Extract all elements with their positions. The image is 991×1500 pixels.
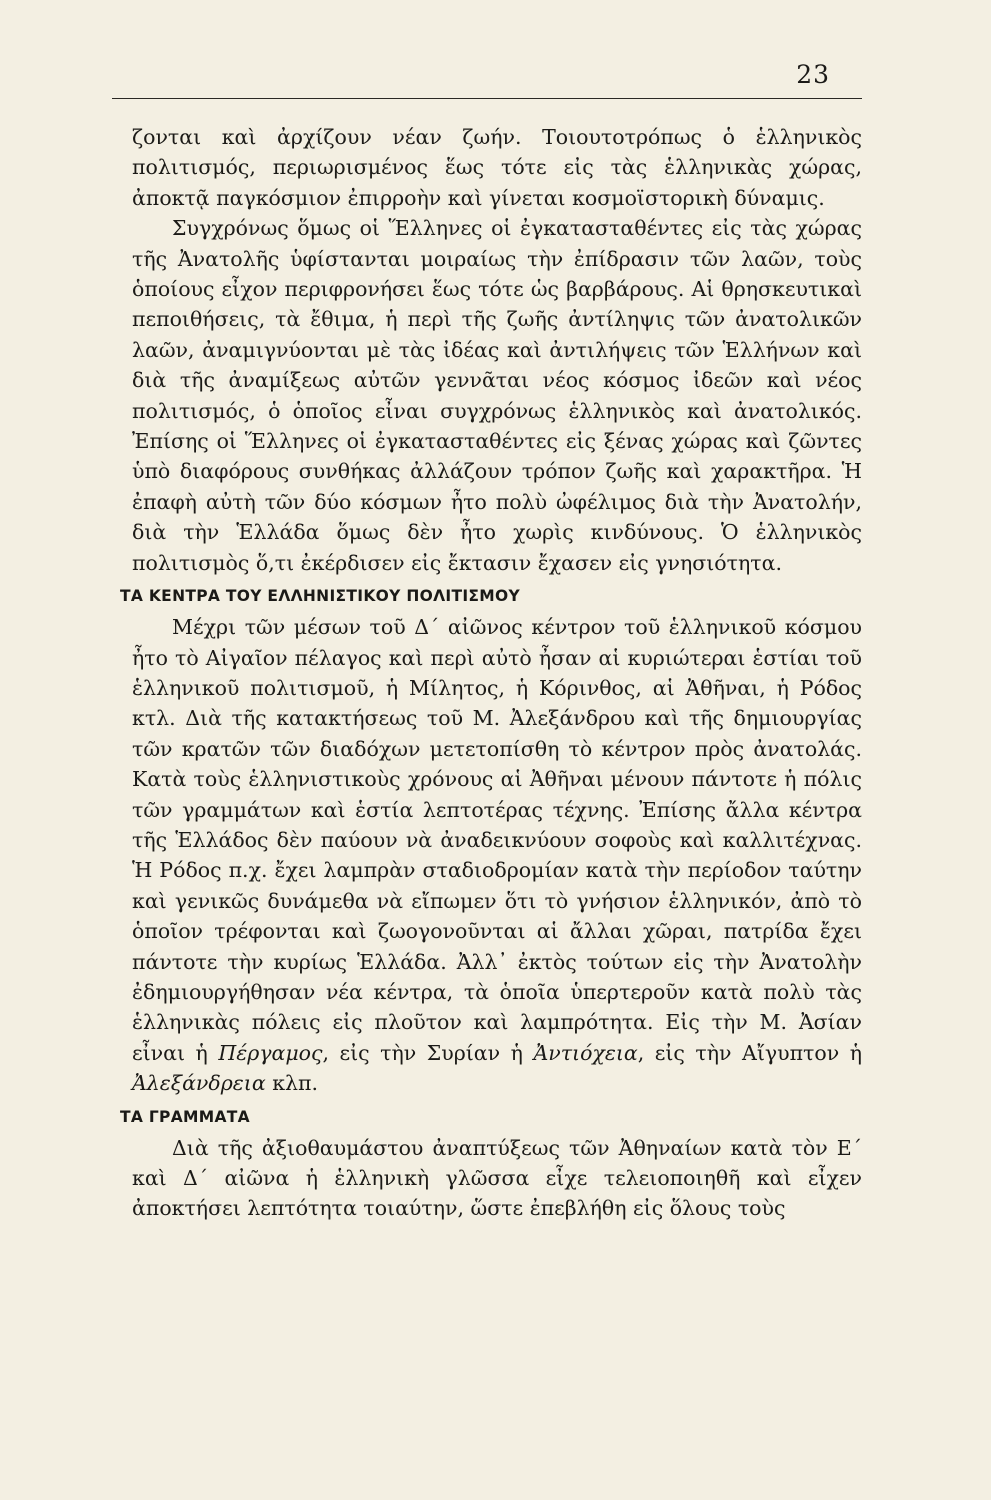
centers-text-b: , εἰς τὴν Συρίαν ἡ: [322, 1040, 534, 1065]
page-body: [120, 122, 862, 1224]
section-heading-letters: ΤΑ ΓΡΑΜΜΑΤΑ: [120, 1107, 250, 1126]
page-number: 23: [796, 60, 830, 89]
header-rule: [112, 98, 862, 99]
centers-text-a: Μέχρι τῶν μέσων τοῦ Δ΄ αἰῶνος κέντρον τοῦ ἑλληνικοῦ κόσμου ἦτο τὸ Αἰγαῖον πέλαγος καὶ περὶ αὐτὸ ἦσαν αἱ κυριώτεραι ἑστίαι τοῦ ἑλληνικοῦ πολιτισμοῦ, ἡ Μίλητος, ἡ Κόρινθος, αἱ Ἀθῆναι, ἡ Ρόδος κτλ. Διὰ τῆς κατακτήσεως τοῦ Μ. Ἀλεξάνδρου καὶ τῆς δημιουργίας τῶν κρατῶν τῶν διαδόχων μετετοπίσθη τὸ κέντρον πρὸς ἀνατολάς. Κατὰ τοὺς ἑλληνιστικοὺς χρόνους αἱ Ἀθῆναι μένουν πάντοτε ἡ πόλις τῶν γραμμάτων καὶ ἑστία λεπτοτέρας τέχνης. Ἐπίσης ἄλλα κέντρα τῆς Ἑλλάδος δὲν παύουν νὰ ἀναδεικνύουν σοφοὺς καὶ καλλιτέχνας. Ἡ Ρόδος π.χ. ἔχει λαμπρὰν σταδιοδρομίαν κατὰ τὴν περίοδον ταύτην καὶ γενικῶς δυνάμεθα νὰ εἴπωμεν ὅτι τὸ γνήσιον ἑλληνικόν, ἀπὸ τὸ ὁποῖον τρέφονται καὶ ζωογονοῦνται αἱ ἄλλαι χῶραι, πατρίδα ἔχει πάντοτε τὴν κυρίως Ἑλλάδα. Ἀλλ᾽ ἐκτὸς τούτων εἰς τὴν Ἀνατολὴν ἐδημιουργήθησαν νέα κέντρα, τὰ ὁποῖα ὑπερτεροῦν κατὰ πολὺ τὰς ἑλληνικὰς πόλεις εἰς πλοῦτον καὶ λαμπρότητα. Εἰς τὴν Μ. Ἀσίαν εἶναι ἡ: [132, 615, 862, 1065]
paragraph-east-influence: Συγχρόνως ὅμως οἱ Ἕλληνες οἱ ἐγκατασταθέντες εἰς τὰς χώρας τῆς Ἀνατολῆς ὑφίστανται μοιραίως τὴν ἐπίδρασιν τῶν λαῶν, τοὺς ὁποίους εἶχον περιφρονήσει ἕως τότε ὡς βαρβάρους. Αἱ θρησκευτικαὶ πεποιθήσεις, τὰ ἔθιμα, ἡ περὶ τῆς ζωῆς ἀντίληψις τῶν ἀνατολικῶν λαῶν, ἀναμιγνύονται μὲ τὰς ἰδέας καὶ ἀντιλήψεις τῶν Ἑλλήνων καὶ διὰ τῆς ἀναμίξεως αὐτῶν γεννᾶται νέος κόσμος ἰδεῶν καὶ νέος πολιτισμός, ὁ ὁποῖος εἶναι συγχρόνως ἑλληνικὸς καὶ ἀνατολικός. Ἐπίσης οἱ Ἕλληνες οἱ ἐγκατασταθέντες εἰς ξένας χώρας καὶ ζῶντες ὑπὸ διαφόρους συνθήκας ἀλλάζουν τρόπον ζωῆς καὶ χαρακτῆρα. Ἡ ἐπαφὴ αὐτὴ τῶν δύο κόσμων ἦτο πολὺ ὠφέλιμος διὰ τὴν Ἀνατολήν, διὰ τὴν Ἑλλάδα ὅμως δὲν ἦτο χωρὶς κινδύνους. Ὁ ἑλληνικὸς πολιτισμὸς ὅ,τι ἐκέρδισεν εἰς ἔκτασιν ἔχασεν εἰς γνησιότητα.: [132, 216, 862, 575]
centers-text-c: , εἰς τὴν Αἴγυπτον ἡ: [637, 1040, 862, 1065]
centers-text-d: κλπ.: [265, 1071, 318, 1096]
paragraph-letters: Διὰ τῆς ἀξιοθαυμάστου ἀναπτύξεως τῶν Ἀθηναίων κατὰ τὸν Ε΄ καὶ Δ΄ αἰῶνα ἡ ἑλληνικὴ γλῶσσα εἶχε τελειοποιηθῆ καὶ εἶχεν ἀποκτήσει λεπτότητα τοιαύτην, ὥστε ἐπεβλήθη εἰς ὅλους τοὺς: [132, 1135, 862, 1221]
section-heading-centers: ΤΑ ΚΕΝΤΡΑ ΤΟΥ ΕΛΛΗΝΙΣΤΙΚΟΥ ΠΟΛΙΤΙΣΜΟΥ: [120, 587, 521, 606]
place-antiocheia: Ἀντιόχεια: [533, 1040, 638, 1065]
paragraph-centers: [132, 612, 862, 1099]
place-pergamos: Πέργαμος: [218, 1040, 323, 1065]
place-alexandreia: Ἀλεξάνδρεια: [132, 1071, 266, 1096]
paragraph-continuation: ζονται καὶ ἀρχίζουν νέαν ζωήν. Τοιουτοτρόπως ὁ ἑλληνικὸς πολιτισμός, περιωρισμένος ἕως τότε εἰς τὰς ἑλληνικὰς χώρας, ἀποκτᾷ παγκόσμιον ἐπιρροὴν καὶ γίνεται κοσμοϊστορικὴ δύναμις.: [132, 125, 862, 210]
